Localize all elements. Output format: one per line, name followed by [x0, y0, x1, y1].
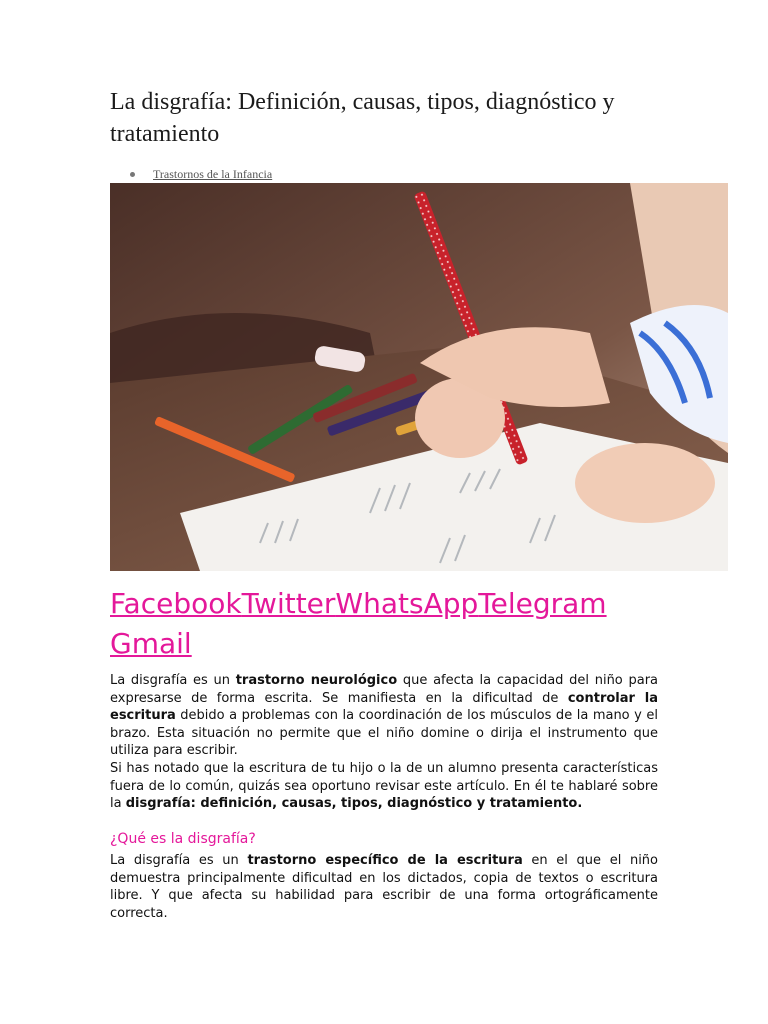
paragraph-1-bold-1: trastorno neurológico: [235, 673, 398, 688]
share-links: [110, 584, 670, 664]
paragraph-1: [110, 672, 658, 760]
paragraph-1-bold-2: controlar la escritura: [110, 690, 658, 723]
paragraph-2-text-1: Si has notado que la escritura de tu hijo o la de un alumno presenta características fuera de lo común, quizás sea oportuno revisar este artículo. En él te hablaré sobre la: [110, 761, 658, 811]
share-gmail-link[interactable]: Gmail: [110, 627, 192, 660]
section-heading: ¿Qué es la disgrafía?: [110, 831, 256, 847]
paragraph-1-text-3: debido a problemas con la coordinación de los músculos de la mano y el brazo. Esta situación no permite que el niño domine o dirija el instrumento que utiliza para escribir.: [110, 708, 658, 758]
paragraph-2: [110, 760, 658, 813]
share-whatsapp-link[interactable]: WhatsApp: [335, 587, 479, 620]
child-writing-illustration: [110, 183, 728, 571]
paragraph-2-bold-1: disgrafía: definición, causas, tipos, diagnóstico y tratamiento.: [125, 796, 583, 811]
category-list: [130, 167, 272, 182]
paragraph-3-text-2: en el que el niño demuestra principalmente dificultad en los dictados, copia de textos o escritura libre. Y que afecta su habilidad para escribir de una forma ortográficamente correcta.: [110, 853, 659, 921]
paragraph-1-text-1: La disgrafía es un: [110, 673, 236, 688]
share-telegram-link[interactable]: Telegram: [478, 587, 607, 620]
category-item: [130, 167, 272, 182]
paragraph-1-text-2: que afecta la capacidad del niño para expresarse de forma escrita. Se manifiesta en la dificultad de: [110, 673, 659, 706]
paragraph-3-bold-1: trastorno específico de la escritura: [247, 853, 523, 868]
paragraph-3-text-1: La disgrafía es un: [110, 853, 248, 868]
bullet-icon: [130, 172, 135, 177]
share-twitter-link[interactable]: Twitter: [241, 587, 336, 620]
article-photo: [110, 183, 728, 571]
share-facebook-link[interactable]: Facebook: [110, 587, 242, 620]
article-title: La disgrafía: Definición, causas, tipos, diagnóstico y tratamiento: [110, 89, 615, 147]
category-link[interactable]: Trastornos de la Infancia: [153, 167, 273, 181]
paragraph-3: [110, 852, 658, 922]
